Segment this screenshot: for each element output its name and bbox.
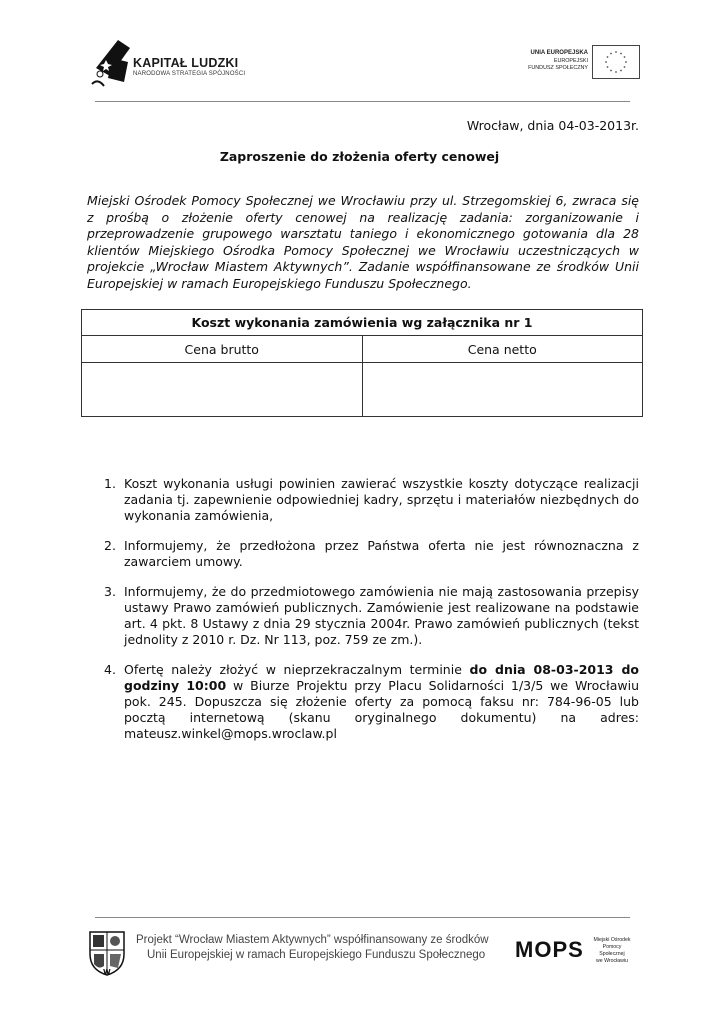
cost-table — [81, 309, 643, 417]
column-gross-price: Cena brutto — [82, 336, 363, 363]
footer-line-2: Unii Europejskiej w ramach Europejskiego Funduszu Społecznego — [147, 949, 486, 961]
list-item — [97, 476, 639, 524]
kapital-ludzki-logo — [88, 38, 133, 90]
eu-line-2: EUROPEJSKI — [553, 57, 588, 64]
list-item-number: 4. — [104, 662, 116, 677]
list-item — [97, 662, 639, 742]
list-item-number: 1. — [104, 476, 116, 491]
list-item-text-b: w Biurze Projektu przy Placu Solidarności 1/3/5 we Wrocławiu pok. 245. Dopuszcza się złożenie oferty za pomocą faksu nr: 784-96-05 lub pocztą internetową (skanu oryginalnego dokumentu) na adres: mateusz.winkel@mops.wroclaw.pl — [124, 678, 639, 741]
list-item-text-a: Ofertę należy złożyć w nieprzekraczalnym terminie — [124, 662, 470, 677]
net-price-cell[interactable] — [362, 363, 643, 417]
kapital-ludzki-subtitle: NARODOWA STRATEGIA SPÓJNOŚCI — [133, 71, 246, 77]
mops-line-1: Miejski Ośrodek — [593, 937, 631, 943]
column-net-price: Cena netto — [362, 336, 643, 363]
footer-divider — [95, 917, 630, 918]
eu-line-3: FUNDUSZ SPOŁECZNY — [528, 65, 588, 71]
mops-description — [592, 937, 632, 965]
list-item-text: Informujemy, że do przedmiotowego zamówienia nie mają zastosowania przepisy ustawy Prawo zamówień publicznych. Zamówienie jest realizowane na podstawie art. 4 pkt. 8 Ustawy z dnia 29 stycznia 2004r. Prawo zamówień publicznych (tekst jednolity z 2010 r. Dz. Nr 113, poz. 759 ze zm.). — [124, 584, 639, 647]
cost-table-header: Koszt wykonania zamówienia wg załącznika nr 1 — [82, 310, 643, 336]
list-item-number: 3. — [104, 584, 116, 599]
footer-text — [136, 933, 489, 963]
eu-line-1: UNIA EUROPEJSKA — [530, 50, 588, 56]
header-divider — [95, 101, 630, 102]
eu-fund-label — [508, 50, 588, 73]
svg-text:W: W — [103, 968, 111, 976]
list-item-text: Koszt wykonania usługi powinien zawierać wszystkie koszty dotyczące realizacji zadania tj. zapewnienie odpowiedniej kadry, sprzętu i materiałów niezbędnych do wykonania zamówienia, — [124, 476, 639, 523]
mops-line-2: Pomocy Społecznej — [599, 944, 625, 957]
footer-line-1: Projekt “Wrocław Miastem Aktywnych” współfinansowany ze środków — [136, 934, 489, 946]
list-item-number: 2. — [104, 538, 116, 553]
mops-logo: MOPS — [515, 937, 584, 962]
gross-price-cell[interactable] — [82, 363, 363, 417]
list-item — [97, 584, 639, 648]
deadline-text: do dnia 08-03-2013 do godziny 10:00 — [124, 662, 640, 693]
list-item — [97, 538, 639, 570]
list-item-text: Informujemy, że przedłożona przez Państwa oferta nie jest równoznaczna z zawarciem umowy. — [124, 538, 639, 569]
eu-flag-icon — [592, 45, 640, 79]
mops-line-3: we Wrocławiu — [596, 958, 628, 964]
document-subject: Zaproszenie do złożenia oferty cenowej — [219, 149, 500, 164]
kapital-ludzki-emblem-icon — [88, 38, 133, 90]
kapital-ludzki-title: KAPITAŁ LUDZKI — [133, 56, 239, 70]
wroclaw-coat-of-arms-icon — [88, 928, 126, 976]
document-date: Wrocław, dnia 04-03-2013r. — [466, 118, 639, 133]
conditions-list — [97, 476, 639, 756]
document-intro: Miejski Ośrodek Pomocy Społecznej we Wrocławiu przy ul. Strzegomskiej 6, zwraca się z prośbą o złożenie oferty cenowej na realizację zadania: zorganizowanie i przeprowadzenie grupowego warsztatu taniego i ekonomicznego gotowania dla 28 klientów Miejskiego Ośrodka Pomocy Społecznej we Wrocławiu uczestniczących w projekcie „Wrocław Miastem Aktywnych”. Zadanie współfinansowane ze środków Unii Europejskiej w ramach Europejskiego Funduszu Społecznego. — [87, 193, 639, 291]
